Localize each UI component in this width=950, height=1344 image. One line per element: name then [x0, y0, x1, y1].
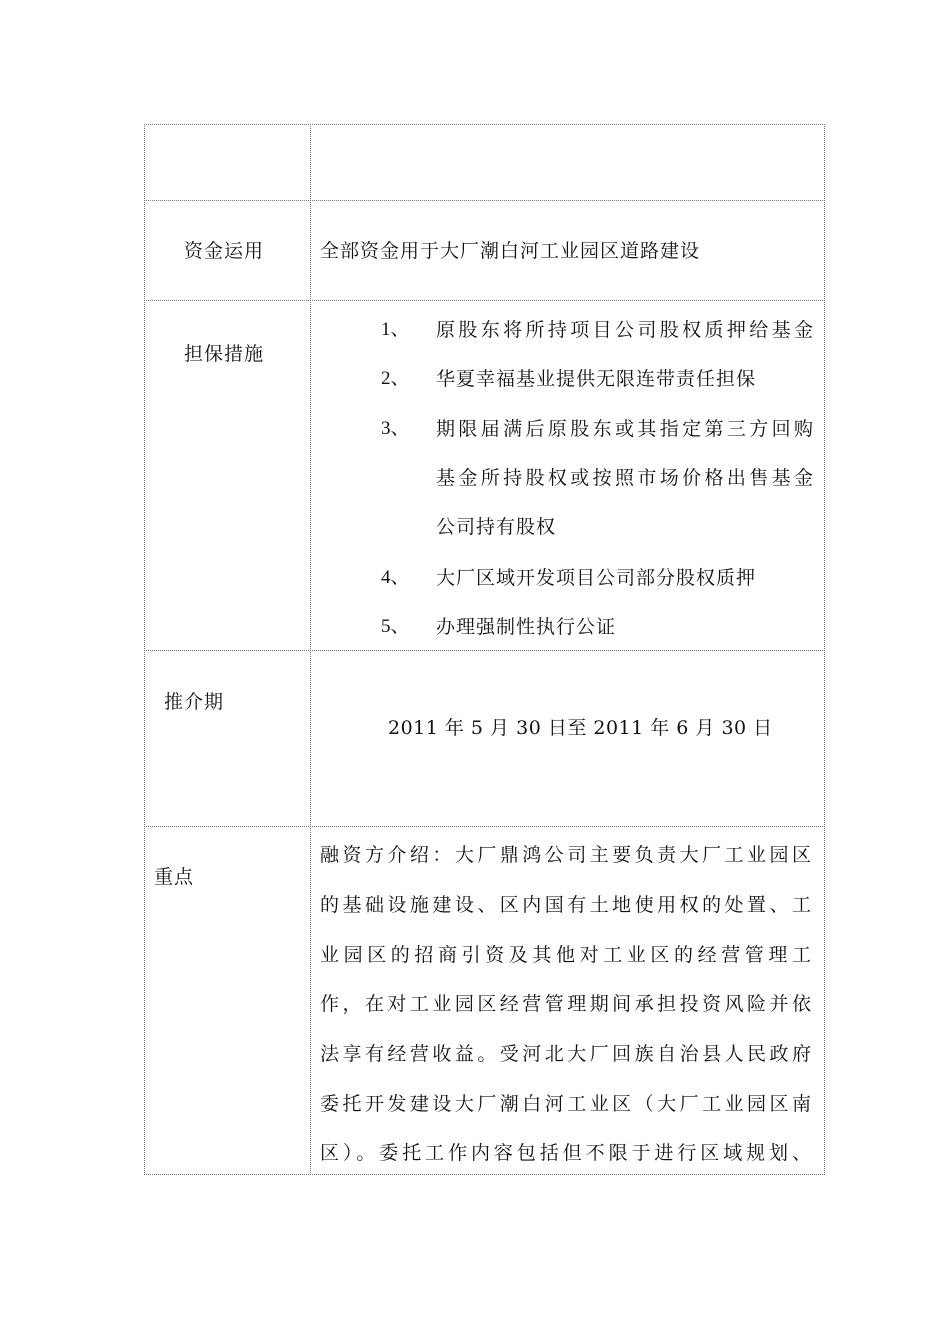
guarantee-label: 担保措施	[184, 343, 265, 365]
highlights-line: 业园区的招商引资及其他对工业区的经营管理工	[320, 944, 812, 966]
guarantee-item-text: 办理强制性执行公证	[436, 616, 617, 638]
row-divider	[144, 826, 825, 827]
guarantee-item-number: 4、	[381, 567, 410, 588]
usage-content: 全部资金用于大厂潮白河工业园区道路建设	[320, 240, 701, 262]
guarantee-item-text: 基金所持股权或按照市场价格出售基金	[436, 467, 814, 489]
guarantee-item-number: 2、	[381, 368, 410, 389]
highlights-label: 重点	[154, 866, 195, 888]
info-table	[144, 124, 825, 1175]
highlights-line: 委托开发建设大厂潮白河工业区（大厂工业园区南	[320, 1093, 812, 1115]
promotion-label: 推介期	[164, 691, 225, 713]
guarantee-item-text: 公司持有股权	[436, 516, 557, 538]
highlights-line: 融资方介绍：大厂鼎鸿公司主要负责大厂工业园区	[320, 844, 812, 866]
table-border-bottom	[144, 1174, 825, 1175]
guarantee-item-number: 5、	[381, 616, 410, 637]
guarantee-item-number: 1、	[381, 319, 410, 340]
row-divider	[144, 200, 825, 201]
column-divider	[310, 124, 311, 1175]
highlights-line: 作，在对工业园区经营管理期间承担投资风险并依	[320, 993, 812, 1015]
guarantee-item-text: 华夏幸福基业提供无限连带责任担保	[436, 368, 757, 390]
usage-label: 资金运用	[184, 240, 265, 262]
table-border-top	[144, 124, 825, 125]
row-divider	[144, 650, 825, 651]
highlights-line: 的基础设施建设、区内国有土地使用权的处置、工	[320, 894, 812, 916]
highlights-line: 区）。委托工作内容包括但不限于进行区域规划、	[320, 1142, 812, 1164]
guarantee-item-text: 大厂区域开发项目公司部分股权质押	[436, 567, 757, 589]
guarantee-item-text: 期限届满后原股东或其指定第三方回购	[436, 418, 814, 440]
guarantee-item-text: 原股东将所持项目公司股权质押给基金	[436, 319, 814, 341]
guarantee-item-number: 3、	[381, 418, 410, 439]
table-border-left	[144, 124, 145, 1175]
table-border-right	[824, 124, 825, 1175]
highlights-line: 法享有经营收益。受河北大厂回族自治县人民政府	[320, 1043, 812, 1065]
row-divider	[144, 300, 825, 301]
promotion-content: 2011 年 5 月 30 日至 2011 年 6 月 30 日	[388, 717, 773, 739]
